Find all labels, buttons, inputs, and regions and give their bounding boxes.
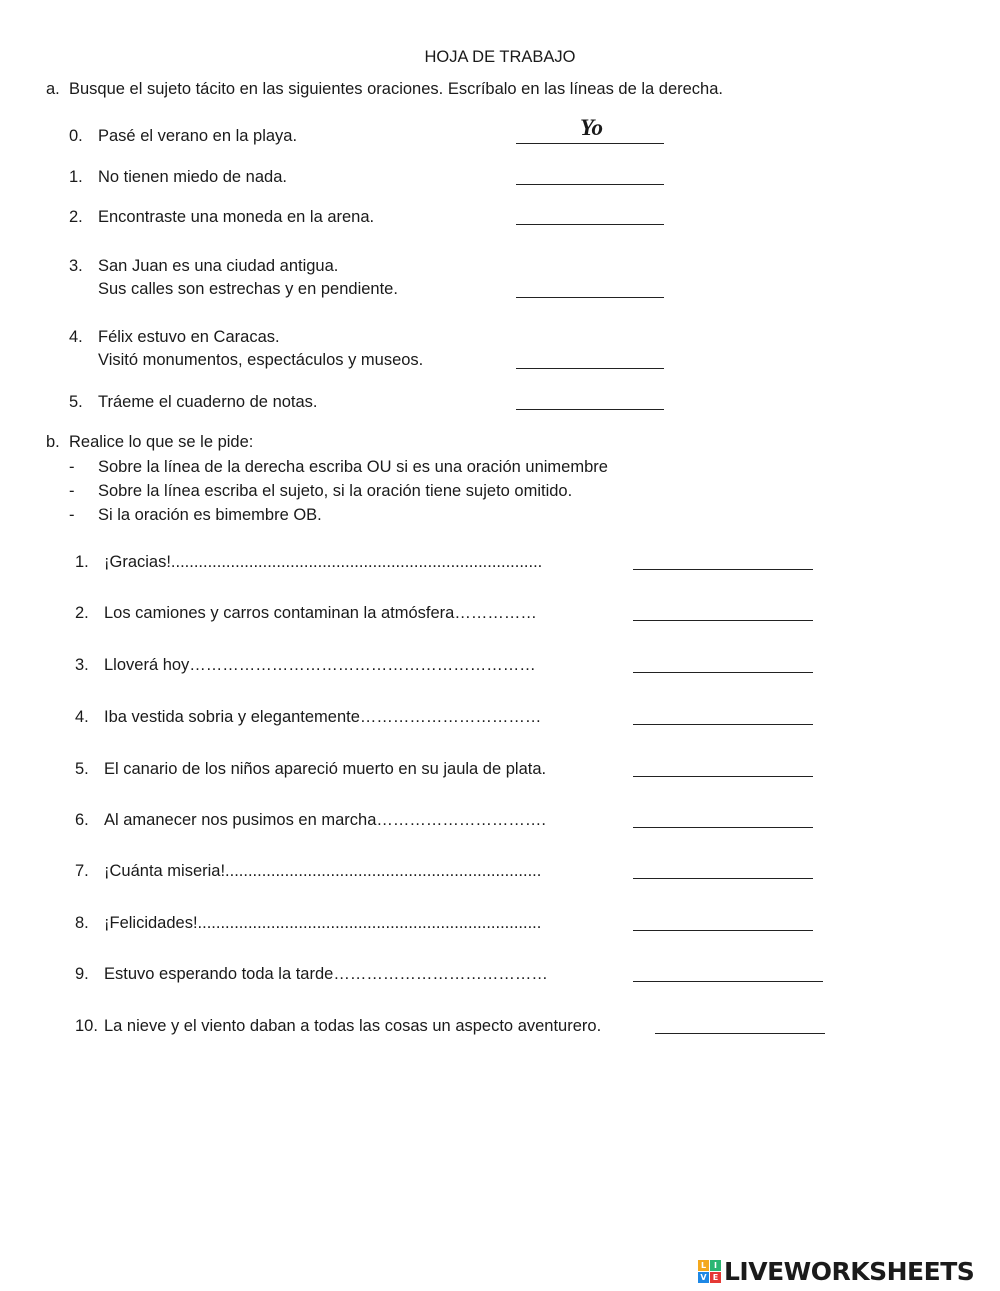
sentence: Estuvo esperando toda la tarde…………………………………	[104, 965, 548, 983]
item-number: 9.	[75, 965, 89, 983]
answer-line[interactable]	[633, 776, 813, 777]
section-b-instruction: Realice lo que se le pide:	[69, 433, 254, 451]
answer-line[interactable]	[633, 569, 813, 570]
sentence-line-2: Visitó monumentos, espectáculos y museos.	[98, 351, 424, 369]
logo-mark-icon	[698, 1260, 721, 1283]
logo-text: LIVEWORKSHEETS	[724, 1256, 975, 1286]
item-number: 7.	[75, 862, 89, 880]
section-a-marker: a.	[46, 80, 60, 98]
answer-line[interactable]	[633, 878, 813, 879]
item-number: 1.	[75, 553, 89, 571]
bullet-dash: -	[69, 506, 75, 524]
item-number: 3.	[69, 257, 83, 275]
item-number: 8.	[75, 914, 89, 932]
item-number: 3.	[75, 656, 89, 674]
answer-line[interactable]	[633, 724, 813, 725]
bullet-text: Sobre la línea de la derecha escriba OU si es una oración unimembre	[98, 458, 608, 476]
sentence-line-2: Sus calles son estrechas y en pendiente.	[98, 280, 398, 298]
bullet-dash: -	[69, 458, 75, 476]
item-number: 0.	[69, 127, 83, 145]
sentence: Pasé el verano en la playa.	[98, 127, 298, 145]
sentence: ¡Gracias!.................................................................................	[104, 553, 543, 571]
sentence: ¡Cuánta miseria!.....................................................................	[104, 862, 542, 880]
bullet-text: Sobre la línea escriba el sujeto, si la oración tiene sujeto omitido.	[98, 482, 573, 500]
sentence-line-1: San Juan es una ciudad antigua.	[98, 257, 339, 275]
logo-letter-e: E	[710, 1272, 721, 1283]
sentence-line-1: Félix estuvo en Caracas.	[98, 328, 280, 346]
logo-letter-l: L	[698, 1260, 709, 1271]
handwritten-answer: Yo	[580, 115, 603, 140]
logo-letter-v: V	[698, 1272, 709, 1283]
bullet-text: Si la oración es bimembre OB.	[98, 506, 322, 524]
item-number: 4.	[69, 328, 83, 346]
sentence: Los camiones y carros contaminan la atmósfera……………	[104, 604, 537, 622]
answer-line[interactable]	[633, 930, 813, 931]
answer-line[interactable]	[516, 184, 664, 185]
sentence: Al amanecer nos pusimos en marcha………………………….	[104, 811, 546, 829]
item-number: 5.	[69, 393, 83, 411]
answer-line[interactable]	[633, 981, 823, 982]
sentence: El canario de los niños apareció muerto en su jaula de plata.	[104, 760, 547, 778]
liveworksheets-logo[interactable]	[698, 1256, 974, 1286]
sentence: Iba vestida sobria y elegantemente……………………………	[104, 708, 542, 726]
item-number: 6.	[75, 811, 89, 829]
item-number: 1.	[69, 168, 83, 186]
page-title: HOJA DE TRABAJO	[424, 48, 576, 66]
sentence: Tráeme el cuaderno de notas.	[98, 393, 318, 411]
item-number: 10.	[75, 1017, 98, 1035]
sentence: Lloverá hoy………………………………………………………	[104, 656, 536, 674]
answer-line[interactable]	[655, 1033, 825, 1034]
item-number: 2.	[69, 208, 83, 226]
answer-line[interactable]	[633, 672, 813, 673]
answer-line[interactable]	[516, 297, 664, 298]
bullet-dash: -	[69, 482, 75, 500]
item-number: 2.	[75, 604, 89, 622]
answer-line[interactable]	[516, 368, 664, 369]
answer-line[interactable]	[633, 827, 813, 828]
sentence: No tienen miedo de nada.	[98, 168, 287, 186]
item-number: 5.	[75, 760, 89, 778]
section-a-instruction: Busque el sujeto tácito en las siguientes oraciones. Escríbalo en las líneas de la derecha.	[69, 80, 723, 98]
answer-line[interactable]	[633, 620, 813, 621]
item-number: 4.	[75, 708, 89, 726]
section-b-marker: b.	[46, 433, 60, 451]
answer-line[interactable]	[516, 409, 664, 410]
sentence: Encontraste una moneda en la arena.	[98, 208, 375, 226]
logo-letter-i: I	[710, 1260, 721, 1271]
answer-line[interactable]	[516, 224, 664, 225]
sentence: ¡Felicidades!...........................................................................	[104, 914, 542, 932]
answer-line[interactable]	[516, 143, 664, 144]
sentence: La nieve y el viento daban a todas las cosas un aspecto aventurero.	[104, 1017, 602, 1035]
